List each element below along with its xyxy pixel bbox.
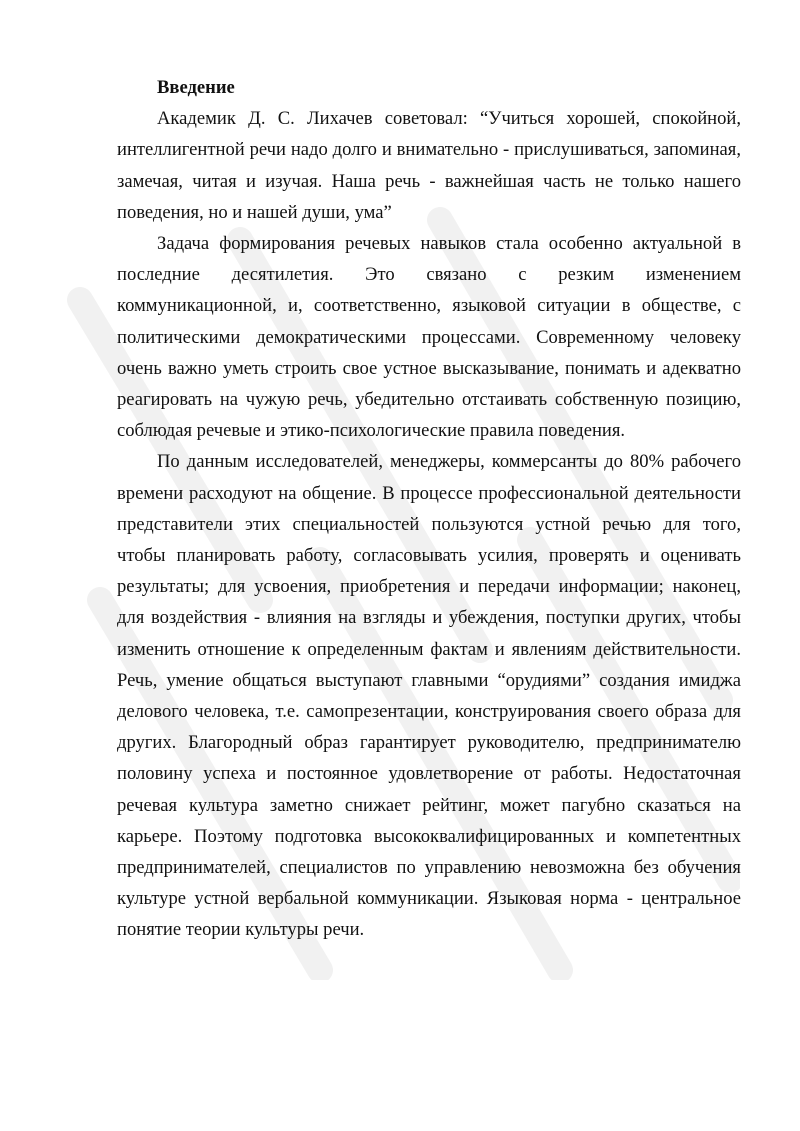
paragraph-research: По данным исследователей, менеджеры, коммерсанты до 80% рабочего времени расходуют на общение. В процессе профессиональной деятельности представители этих специальностей пользуются устной речью для того, чтобы планировать работу, согласовывать усилия, проверять и оценивать результаты; для усвоения, приобретения и передачи информации; наконец, для воздействия - влияния на взгляды и убеждения, поступки других, чтобы изменить отношение к определенным фактам и явлениям действительности. Речь, умение общаться выступают главными “орудиями” создания имиджа делового человека, т.е. самопрезентации, конструирования своего образа для других. Благородный образ гарантирует руководителю, предпринимателю половину успеха и постоянное удовлетворение от работы. Недостаточная речевая культура заметно снижает рейтинг, может пагубно сказаться на карьере. Поэтому подготовка высококвалифицированных и компетентных предпринимателей, специалистов по управлению невозможна без обучения культуре устной вербальной коммуникации. Языковая норма - центральное понятие теории культуры речи. — [117, 451, 741, 941]
paragraph-intro-quote: Академик Д. С. Лихачев советовал: “Учиться хорошей, спокойной, интеллигентной речи надо долго и внимательно - прислушиваться, запоминая, замечая, читая и изучая. Наша речь - важнейшая часть не только нашего поведения, но и нашей души, ума” — [117, 108, 741, 223]
document-body — [117, 72, 741, 946]
section-heading: Введение — [157, 77, 235, 98]
paragraph-speech-skills: Задача формирования речевых навыков стала особенно актуальной в последние десятилетия. Это связано с резким изменением коммуникационной, и, соответственно, языковой ситуации в обществе, с политическими демократическими процессами. Современному человеку очень важно уметь строить свое устное высказывание, понимать и адекватно реагировать на чужую речь, убедительно отстаивать собственную позицию, соблюдая речевые и этико-психологические правила поведения. — [117, 233, 741, 442]
